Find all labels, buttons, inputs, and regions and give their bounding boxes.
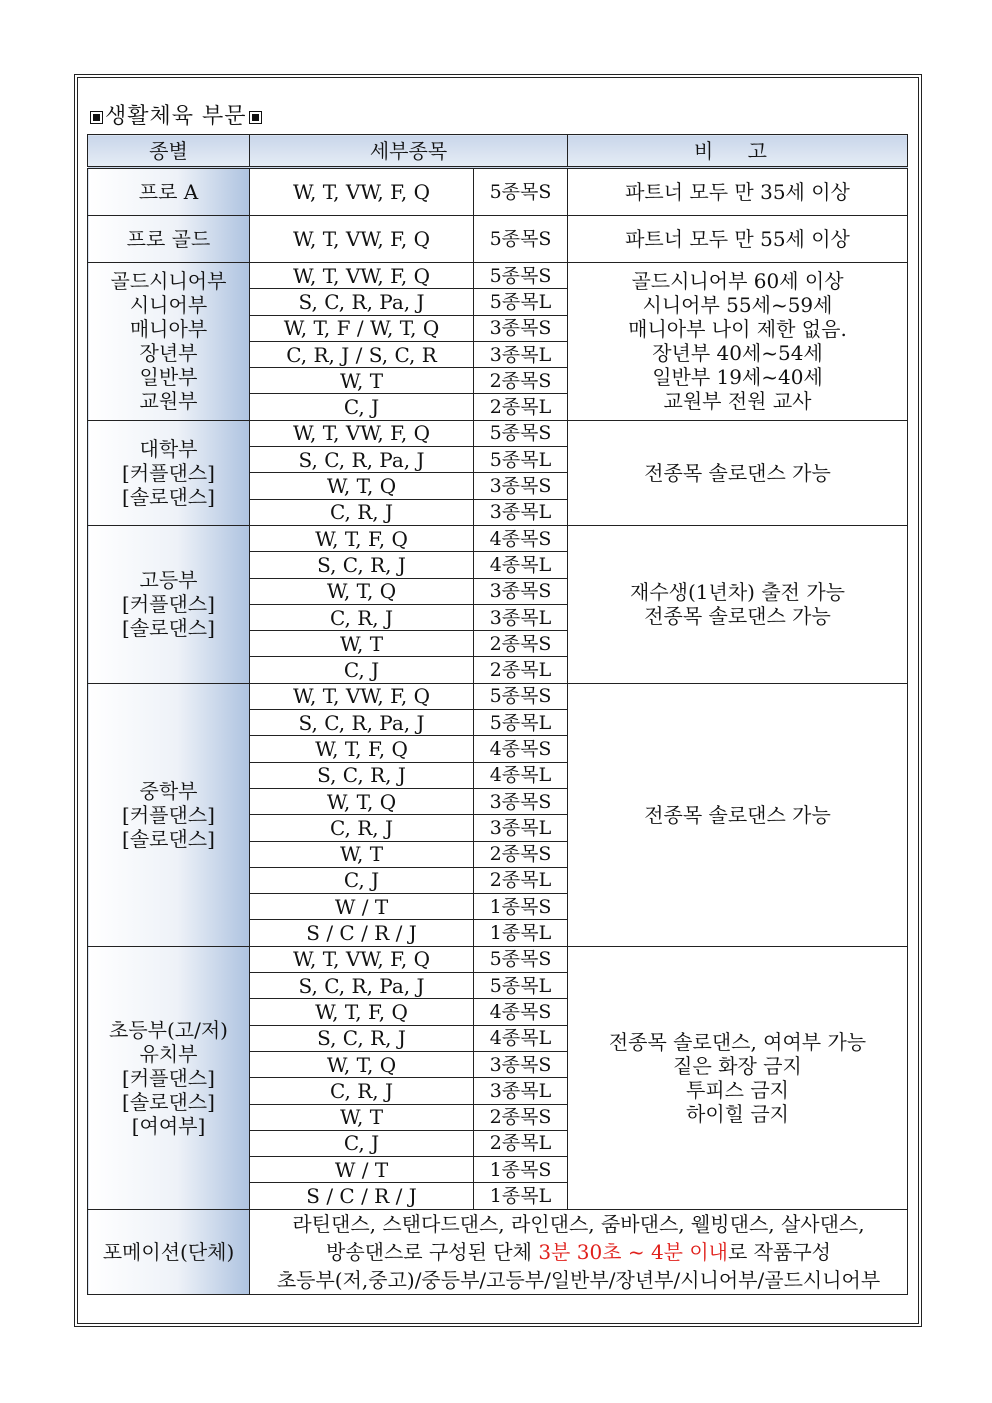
table-row	[88, 525, 908, 551]
table-row	[88, 216, 908, 263]
count-cell: 3종목L	[474, 815, 568, 841]
category-label: [솔로댄스]	[122, 484, 215, 509]
category-label: 프로 골드	[126, 227, 211, 251]
note-line: 시니어부 55세~59세	[642, 293, 833, 318]
count-cell: 4종목S	[474, 736, 568, 762]
count-cell: 5종목S	[474, 420, 568, 446]
event-cell: C, J	[250, 1130, 474, 1156]
count-cell: 3종목S	[474, 578, 568, 604]
note-line: 전종목 솔로댄스 가능	[644, 604, 831, 629]
count-cell: 1종목L	[474, 920, 568, 946]
note-line: 파트너 모두 만 55세 이상	[625, 227, 850, 251]
note-cell	[568, 946, 908, 1209]
event-cell: W, T, Q	[250, 788, 474, 814]
count-cell: 1종목L	[474, 1183, 568, 1209]
event-cell: W / T	[250, 1157, 474, 1183]
count-cell: 3종목S	[474, 788, 568, 814]
event-cell: S / C / R / J	[250, 1183, 474, 1209]
category-cell	[88, 525, 250, 683]
note-line: 전종목 솔로댄스, 여여부 가능	[608, 1029, 867, 1054]
category-cell	[88, 216, 250, 263]
event-cell: W, T, VW, F, Q	[250, 420, 474, 446]
note-line: 파트너 모두 만 35세 이상	[625, 180, 850, 204]
count-cell: 5종목S	[474, 263, 568, 289]
note-line: 교원부 전원 교사	[663, 389, 812, 414]
header-notes: 비 고	[568, 135, 908, 168]
event-cell: S, C, R, Pa, J	[250, 973, 474, 999]
count-cell: 1종목S	[474, 894, 568, 920]
category-label: 유치부	[139, 1041, 198, 1066]
category-cell	[88, 420, 250, 525]
note-line: 짙은 화장 금지	[673, 1053, 802, 1078]
table-row	[88, 168, 908, 216]
note-cell	[568, 525, 908, 683]
filled-square-icon	[90, 111, 103, 124]
count-cell: 5종목L	[474, 973, 568, 999]
note-line: 장년부 40세~54세	[652, 341, 823, 366]
note-cell	[568, 216, 908, 263]
event-cell: C, J	[250, 394, 474, 420]
count-cell: 2종목L	[474, 394, 568, 420]
category-cell	[88, 683, 250, 946]
event-cell: W, T, VW, F, Q	[250, 216, 474, 263]
table-body	[88, 168, 908, 1295]
event-cell: S, C, R, Pa, J	[250, 447, 474, 473]
formation-description-cell	[250, 1209, 908, 1294]
count-cell: 2종목L	[474, 657, 568, 683]
formation-line-1: 라틴댄스, 스탠다드댄스, 라인댄스, 줌바댄스, 웰빙댄스, 살사댄스,	[292, 1211, 865, 1236]
event-cell: W, T, Q	[250, 578, 474, 604]
count-cell: 4종목S	[474, 999, 568, 1025]
category-label: 고등부	[139, 568, 198, 593]
category-label: 골드시니어부	[110, 269, 227, 294]
note-cell	[568, 683, 908, 946]
note-line: 일반부 19세~40세	[652, 365, 823, 390]
event-cell: W, T, Q	[250, 1051, 474, 1077]
formation-line-3: 초등부(저,중고)/중등부/고등부/일반부/장년부/시니어부/골드시니어부	[276, 1267, 881, 1292]
count-cell: 3종목L	[474, 341, 568, 367]
count-cell: 1종목S	[474, 1157, 568, 1183]
event-cell: W, T, VW, F, Q	[250, 946, 474, 972]
event-cell: W, T	[250, 631, 474, 657]
table-header-row	[88, 135, 908, 168]
category-label: [솔로댄스]	[122, 616, 215, 641]
header-category: 종별	[88, 135, 250, 168]
category-cell	[88, 168, 250, 216]
category-label: 중학부	[139, 778, 198, 803]
event-cell: W, T, VW, F, Q	[250, 263, 474, 289]
note-line: 전종목 솔로댄스 가능	[644, 460, 831, 485]
event-cell: C, R, J / S, C, R	[250, 341, 474, 367]
category-label: 장년부	[139, 341, 198, 366]
event-cell: C, J	[250, 657, 474, 683]
event-cell: W, T	[250, 368, 474, 394]
note-line: 재수생(1년차) 출전 가능	[630, 580, 845, 605]
count-cell: 5종목L	[474, 447, 568, 473]
note-line: 골드시니어부 60세 이상	[631, 269, 844, 294]
event-cell: W, T	[250, 1104, 474, 1130]
table-row	[88, 946, 908, 972]
section-title-text: 생활체육 부문	[105, 104, 247, 129]
event-cell: C, J	[250, 867, 474, 893]
count-cell: 5종목S	[474, 683, 568, 709]
count-cell: 5종목S	[474, 946, 568, 972]
formation-category-cell: 포메이션(단체)	[88, 1209, 250, 1294]
event-cell: W, T, F / W, T, Q	[250, 315, 474, 341]
note-line: 매니아부 나이 제한 없음.	[628, 317, 847, 342]
category-cell	[88, 946, 250, 1209]
event-cell: W, T, VW, F, Q	[250, 168, 474, 216]
count-cell: 5종목S	[474, 216, 568, 263]
event-cell: S, C, R, J	[250, 1025, 474, 1051]
event-cell: W, T, F, Q	[250, 999, 474, 1025]
event-cell: S / C / R / J	[250, 920, 474, 946]
count-cell: 2종목S	[474, 841, 568, 867]
category-label: 매니아부	[129, 317, 208, 342]
formation-row	[88, 1209, 908, 1294]
count-cell: 2종목S	[474, 631, 568, 657]
category-label: 대학부	[139, 436, 198, 461]
count-cell: 3종목L	[474, 1078, 568, 1104]
count-cell: 4종목S	[474, 525, 568, 551]
event-cell: C, R, J	[250, 1078, 474, 1104]
count-cell: 2종목L	[474, 867, 568, 893]
event-table	[87, 134, 908, 1295]
event-cell: S, C, R, J	[250, 552, 474, 578]
event-cell: W, T, VW, F, Q	[250, 683, 474, 709]
header-events: 세부종목	[250, 135, 568, 168]
count-cell: 3종목L	[474, 499, 568, 525]
formation-line-2-suffix: 로 작품구성	[728, 1239, 831, 1264]
note-line: 전종목 솔로댄스 가능	[644, 802, 831, 827]
category-label: 일반부	[139, 365, 198, 390]
note-cell	[568, 263, 908, 421]
category-label: [여여부]	[131, 1113, 206, 1138]
count-cell: 5종목S	[474, 168, 568, 216]
category-label: [커플댄스]	[122, 802, 215, 827]
event-cell: S, C, R, Pa, J	[250, 710, 474, 736]
category-label: [커플댄스]	[122, 592, 215, 617]
formation-time-highlight: 3분 30초 ~ 4분 이내	[538, 1239, 728, 1264]
formation-line-2-prefix: 방송댄스로 구성된 단체	[326, 1239, 539, 1264]
category-label: 초등부(고/저)	[109, 1017, 228, 1042]
category-label: 시니어부	[129, 293, 208, 318]
section-title	[88, 99, 264, 130]
note-line: 하이힐 금지	[686, 1101, 789, 1126]
note-cell	[568, 168, 908, 216]
event-cell: W, T, F, Q	[250, 525, 474, 551]
category-label: [커플댄스]	[122, 460, 215, 485]
count-cell: 2종목S	[474, 368, 568, 394]
count-cell: 5종목L	[474, 710, 568, 736]
count-cell: 5종목L	[474, 289, 568, 315]
event-cell: C, R, J	[250, 815, 474, 841]
table-row	[88, 420, 908, 446]
event-cell: C, R, J	[250, 499, 474, 525]
event-cell: S, C, R, Pa, J	[250, 289, 474, 315]
table-row	[88, 683, 908, 709]
count-cell: 2종목S	[474, 1104, 568, 1130]
count-cell: 3종목S	[474, 315, 568, 341]
count-cell: 3종목S	[474, 473, 568, 499]
category-label: [커플댄스]	[122, 1065, 215, 1090]
category-label: 프로 A	[138, 180, 199, 204]
event-cell: C, R, J	[250, 604, 474, 630]
category-label: [솔로댄스]	[122, 1089, 215, 1114]
event-cell: W / T	[250, 894, 474, 920]
event-cell: W, T, Q	[250, 473, 474, 499]
event-cell: W, T	[250, 841, 474, 867]
count-cell: 3종목S	[474, 1051, 568, 1077]
count-cell: 4종목L	[474, 552, 568, 578]
count-cell: 4종목L	[474, 1025, 568, 1051]
filled-square-icon	[249, 111, 262, 124]
category-label: 교원부	[139, 389, 198, 414]
table-row	[88, 263, 908, 289]
note-cell	[568, 420, 908, 525]
count-cell: 3종목L	[474, 604, 568, 630]
event-cell: W, T, F, Q	[250, 736, 474, 762]
event-cell: S, C, R, J	[250, 762, 474, 788]
category-label: [솔로댄스]	[122, 826, 215, 851]
formation-line-2	[250, 1238, 907, 1266]
category-cell	[88, 263, 250, 421]
count-cell: 4종목L	[474, 762, 568, 788]
note-line: 투피스 금지	[686, 1077, 789, 1102]
count-cell: 2종목L	[474, 1130, 568, 1156]
